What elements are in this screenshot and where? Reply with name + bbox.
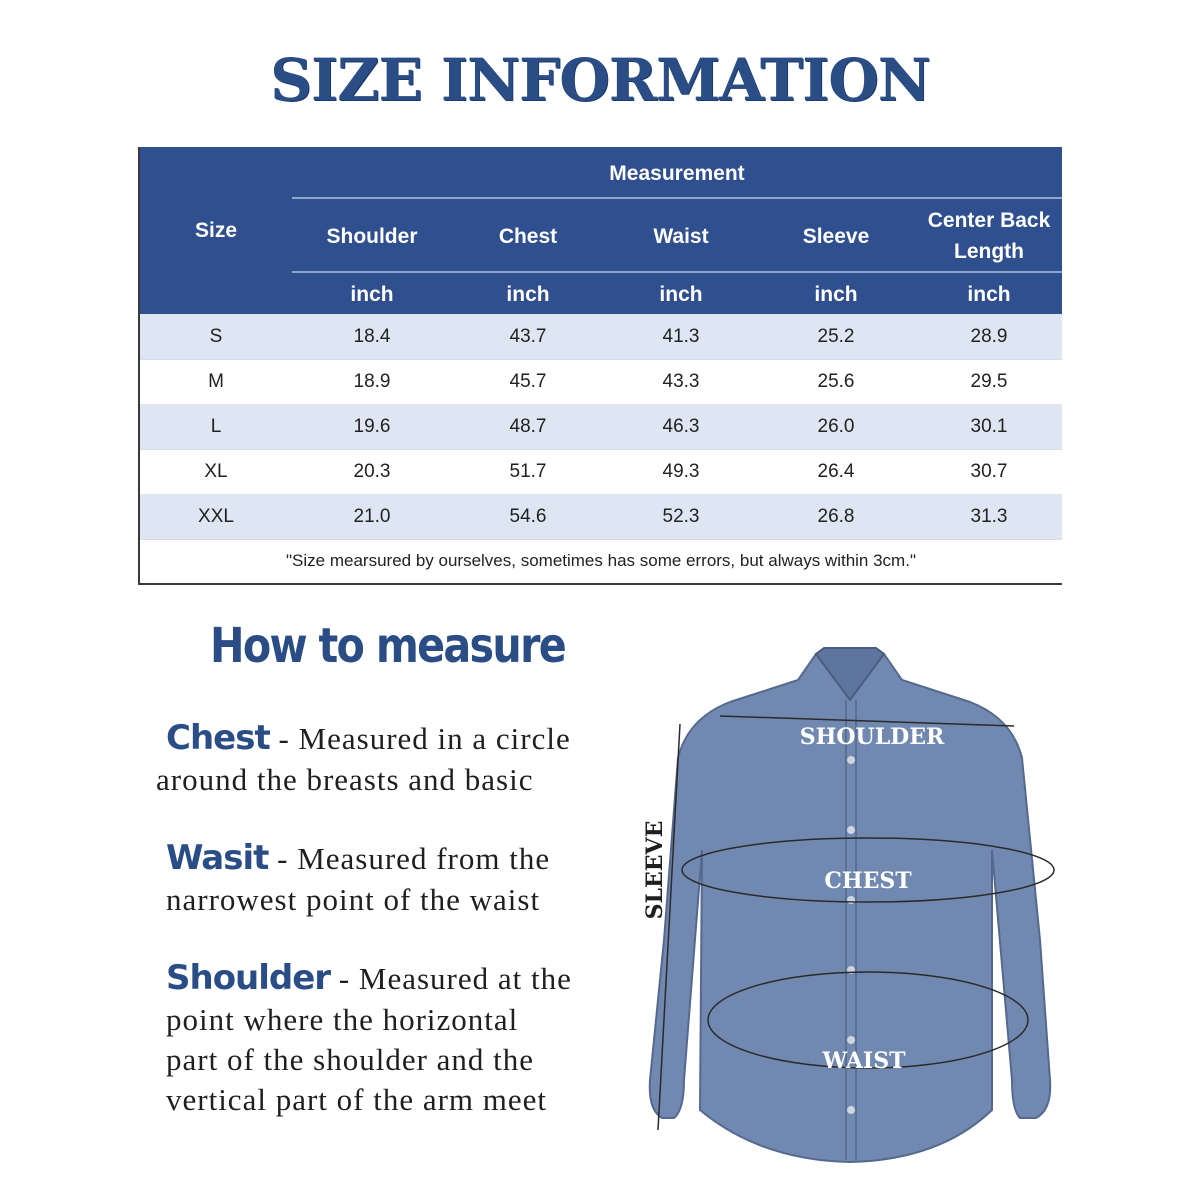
back-length-cell: 31.3 bbox=[970, 505, 1008, 527]
shoulder-cell: 19.6 bbox=[353, 415, 391, 437]
waist-label: WAIST bbox=[822, 1048, 906, 1074]
chest-cell: 54.6 bbox=[509, 505, 547, 527]
unit-shoulder: inch bbox=[350, 282, 394, 306]
table-row bbox=[140, 404, 1062, 450]
shoulder-line: point where the horizontal bbox=[166, 1002, 519, 1037]
table-row bbox=[140, 314, 1062, 360]
waist-cell: 49.3 bbox=[662, 460, 700, 482]
unit-chest: inch bbox=[506, 282, 550, 306]
shirt-diagram bbox=[640, 640, 1060, 1170]
unit-sleeve: inch bbox=[814, 282, 858, 306]
back-length-cell: 29.5 bbox=[970, 370, 1008, 392]
header-divider bbox=[292, 271, 1062, 273]
unit-center-back-length: inch bbox=[967, 282, 1011, 306]
waist-line: narrowest point of the waist bbox=[166, 882, 541, 917]
waist-cell: 43.3 bbox=[662, 370, 700, 392]
size-cell: M bbox=[208, 370, 224, 392]
waist-cell: 52.3 bbox=[662, 505, 700, 527]
shoulder-line: vertical part of the arm meet bbox=[166, 1082, 548, 1117]
chest-term: Chest bbox=[166, 718, 270, 758]
chest-line: around the breasts and basic bbox=[156, 762, 534, 797]
shoulder-description bbox=[166, 958, 572, 999]
chest-description bbox=[166, 718, 571, 759]
shoulder-cell: 20.3 bbox=[353, 460, 391, 482]
header-divider bbox=[292, 197, 1062, 199]
size-cell: XL bbox=[204, 460, 228, 482]
waist-description bbox=[166, 838, 550, 879]
size-header: Size bbox=[194, 219, 238, 242]
table-row bbox=[140, 359, 1062, 405]
shoulder-line: part of the shoulder and the bbox=[166, 1042, 535, 1077]
chest-cell: 48.7 bbox=[509, 415, 547, 437]
waist-line: - Measured from the bbox=[277, 841, 551, 876]
size-table bbox=[138, 147, 1062, 585]
sleeve-cell: 26.4 bbox=[817, 460, 855, 482]
back-length-cell: 30.1 bbox=[970, 415, 1008, 437]
size-cell: XXL bbox=[198, 505, 234, 527]
unit-waist: inch bbox=[659, 282, 703, 306]
sleeve-cell: 26.0 bbox=[817, 415, 855, 437]
sleeve-cell: 25.6 bbox=[817, 370, 855, 392]
shoulder-cell: 18.9 bbox=[353, 370, 391, 392]
chest-cell: 45.7 bbox=[509, 370, 547, 392]
chest-cell: 43.7 bbox=[509, 325, 547, 347]
col-center-back-length: Center Back Length bbox=[927, 209, 1051, 263]
sleeve-label: SLEEVE bbox=[642, 820, 668, 920]
how-to-measure-heading: How to measure bbox=[210, 618, 565, 674]
col-chest: Chest bbox=[498, 224, 558, 248]
table-row bbox=[140, 449, 1062, 495]
chest-cell: 51.7 bbox=[509, 460, 547, 482]
waist-cell: 46.3 bbox=[662, 415, 700, 437]
page-title: SIZE INFORMATION bbox=[270, 46, 930, 114]
col-waist: Waist bbox=[653, 224, 709, 248]
size-cell: L bbox=[210, 415, 222, 437]
size-cell: S bbox=[209, 325, 223, 347]
shoulder-term: Shoulder bbox=[166, 958, 331, 998]
back-length-cell: 30.7 bbox=[970, 460, 1008, 482]
chest-label: CHEST bbox=[824, 868, 912, 894]
chest-line: - Measured in a circle bbox=[278, 721, 571, 756]
sleeve-cell: 25.2 bbox=[817, 325, 855, 347]
waist-cell: 41.3 bbox=[662, 325, 700, 347]
col-sleeve: Sleeve bbox=[802, 224, 870, 248]
table-header bbox=[140, 147, 1062, 314]
sleeve-cell: 26.8 bbox=[817, 505, 855, 527]
table-row bbox=[140, 494, 1062, 540]
table-note: "Size mearsured by ourselves, sometimes has some errors, but always within 3cm." bbox=[286, 551, 916, 570]
measurement-header: Measurement bbox=[609, 161, 745, 185]
shoulder-cell: 21.0 bbox=[353, 505, 391, 527]
back-length-cell: 28.9 bbox=[970, 325, 1008, 347]
shoulder-cell: 18.4 bbox=[353, 325, 391, 347]
waist-term: Wasit bbox=[166, 838, 269, 878]
shoulder-line: - Measured at the bbox=[338, 961, 572, 996]
shoulder-label: SHOULDER bbox=[799, 724, 945, 750]
col-shoulder: Shoulder bbox=[326, 224, 418, 248]
